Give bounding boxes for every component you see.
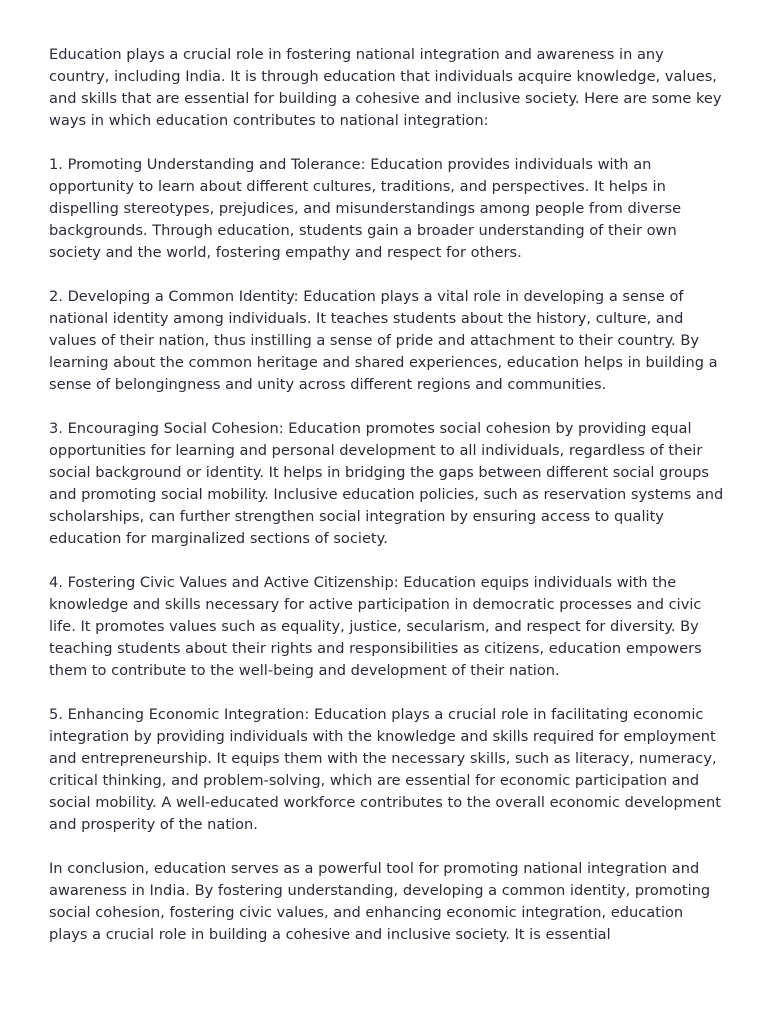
conclusion-paragraph: In conclusion, education serves as a powerful tool for promoting national integration and awareness in India. By fostering understanding, developing a common identity, promoting social cohesion, fostering civic values, and enhancing economic integration, education plays a crucial role in building a cohesive and inclusive society. It is essential [49, 860, 711, 943]
point-2-paragraph: 2. Developing a Common Identity: Education plays a vital role in developing a sense of national identity among individuals. It teaches students about the history, culture, and values of their nation, thus instilling a sense of pride and attachment to their country. By learning about the common heritage and shared experiences, education helps in building a sense of belongingness and unity across different regions and communities. [49, 288, 718, 393]
point-1-paragraph: 1. Promoting Understanding and Tolerance: Education provides individuals with an opportunity to learn about different cultures, traditions, and perspectives. It helps in dispelling stereotypes, prejudices, and misunderstandings among people from diverse backgrounds. Through education, students gain a broader understanding of their own society and the world, fostering empathy and respect for others. [49, 156, 682, 261]
intro-paragraph: Education plays a crucial role in fostering national integration and awareness in any country, including India. It is through education that individuals acquire knowledge, values, and skills that are essential for building a cohesive and inclusive society. Here are some key ways in which education contributes to national integration: [49, 46, 722, 129]
document-body [49, 44, 725, 968]
point-5-paragraph: 5. Enhancing Economic Integration: Education plays a crucial role in facilitating economic integration by providing individuals with the knowledge and skills required for employment and entrepreneurship. It equips them with the necessary skills, such as literacy, numeracy, critical thinking, and problem-solving, which are essential for economic participation and social mobility. A well-educated workforce contributes to the overall economic development and prosperity of the nation. [49, 706, 721, 833]
point-3-paragraph: 3. Encouraging Social Cohesion: Education promotes social cohesion by providing equal opportunities for learning and personal development to all individuals, regardless of their social background or identity. It helps in bridging the gaps between different social groups and promoting social mobility. Inclusive education policies, such as reservation systems and scholarships, can further strengthen social integration by ensuring access to quality education for marginalized sections of society. [49, 420, 724, 547]
point-4-paragraph: 4. Fostering Civic Values and Active Citizenship: Education equips individuals with the knowledge and skills necessary for active participation in democratic processes and civic life. It promotes values such as equality, justice, secularism, and respect for diversity. By teaching students about their rights and responsibilities as citizens, education empowers them to contribute to the well-being and development of their nation. [49, 574, 702, 679]
